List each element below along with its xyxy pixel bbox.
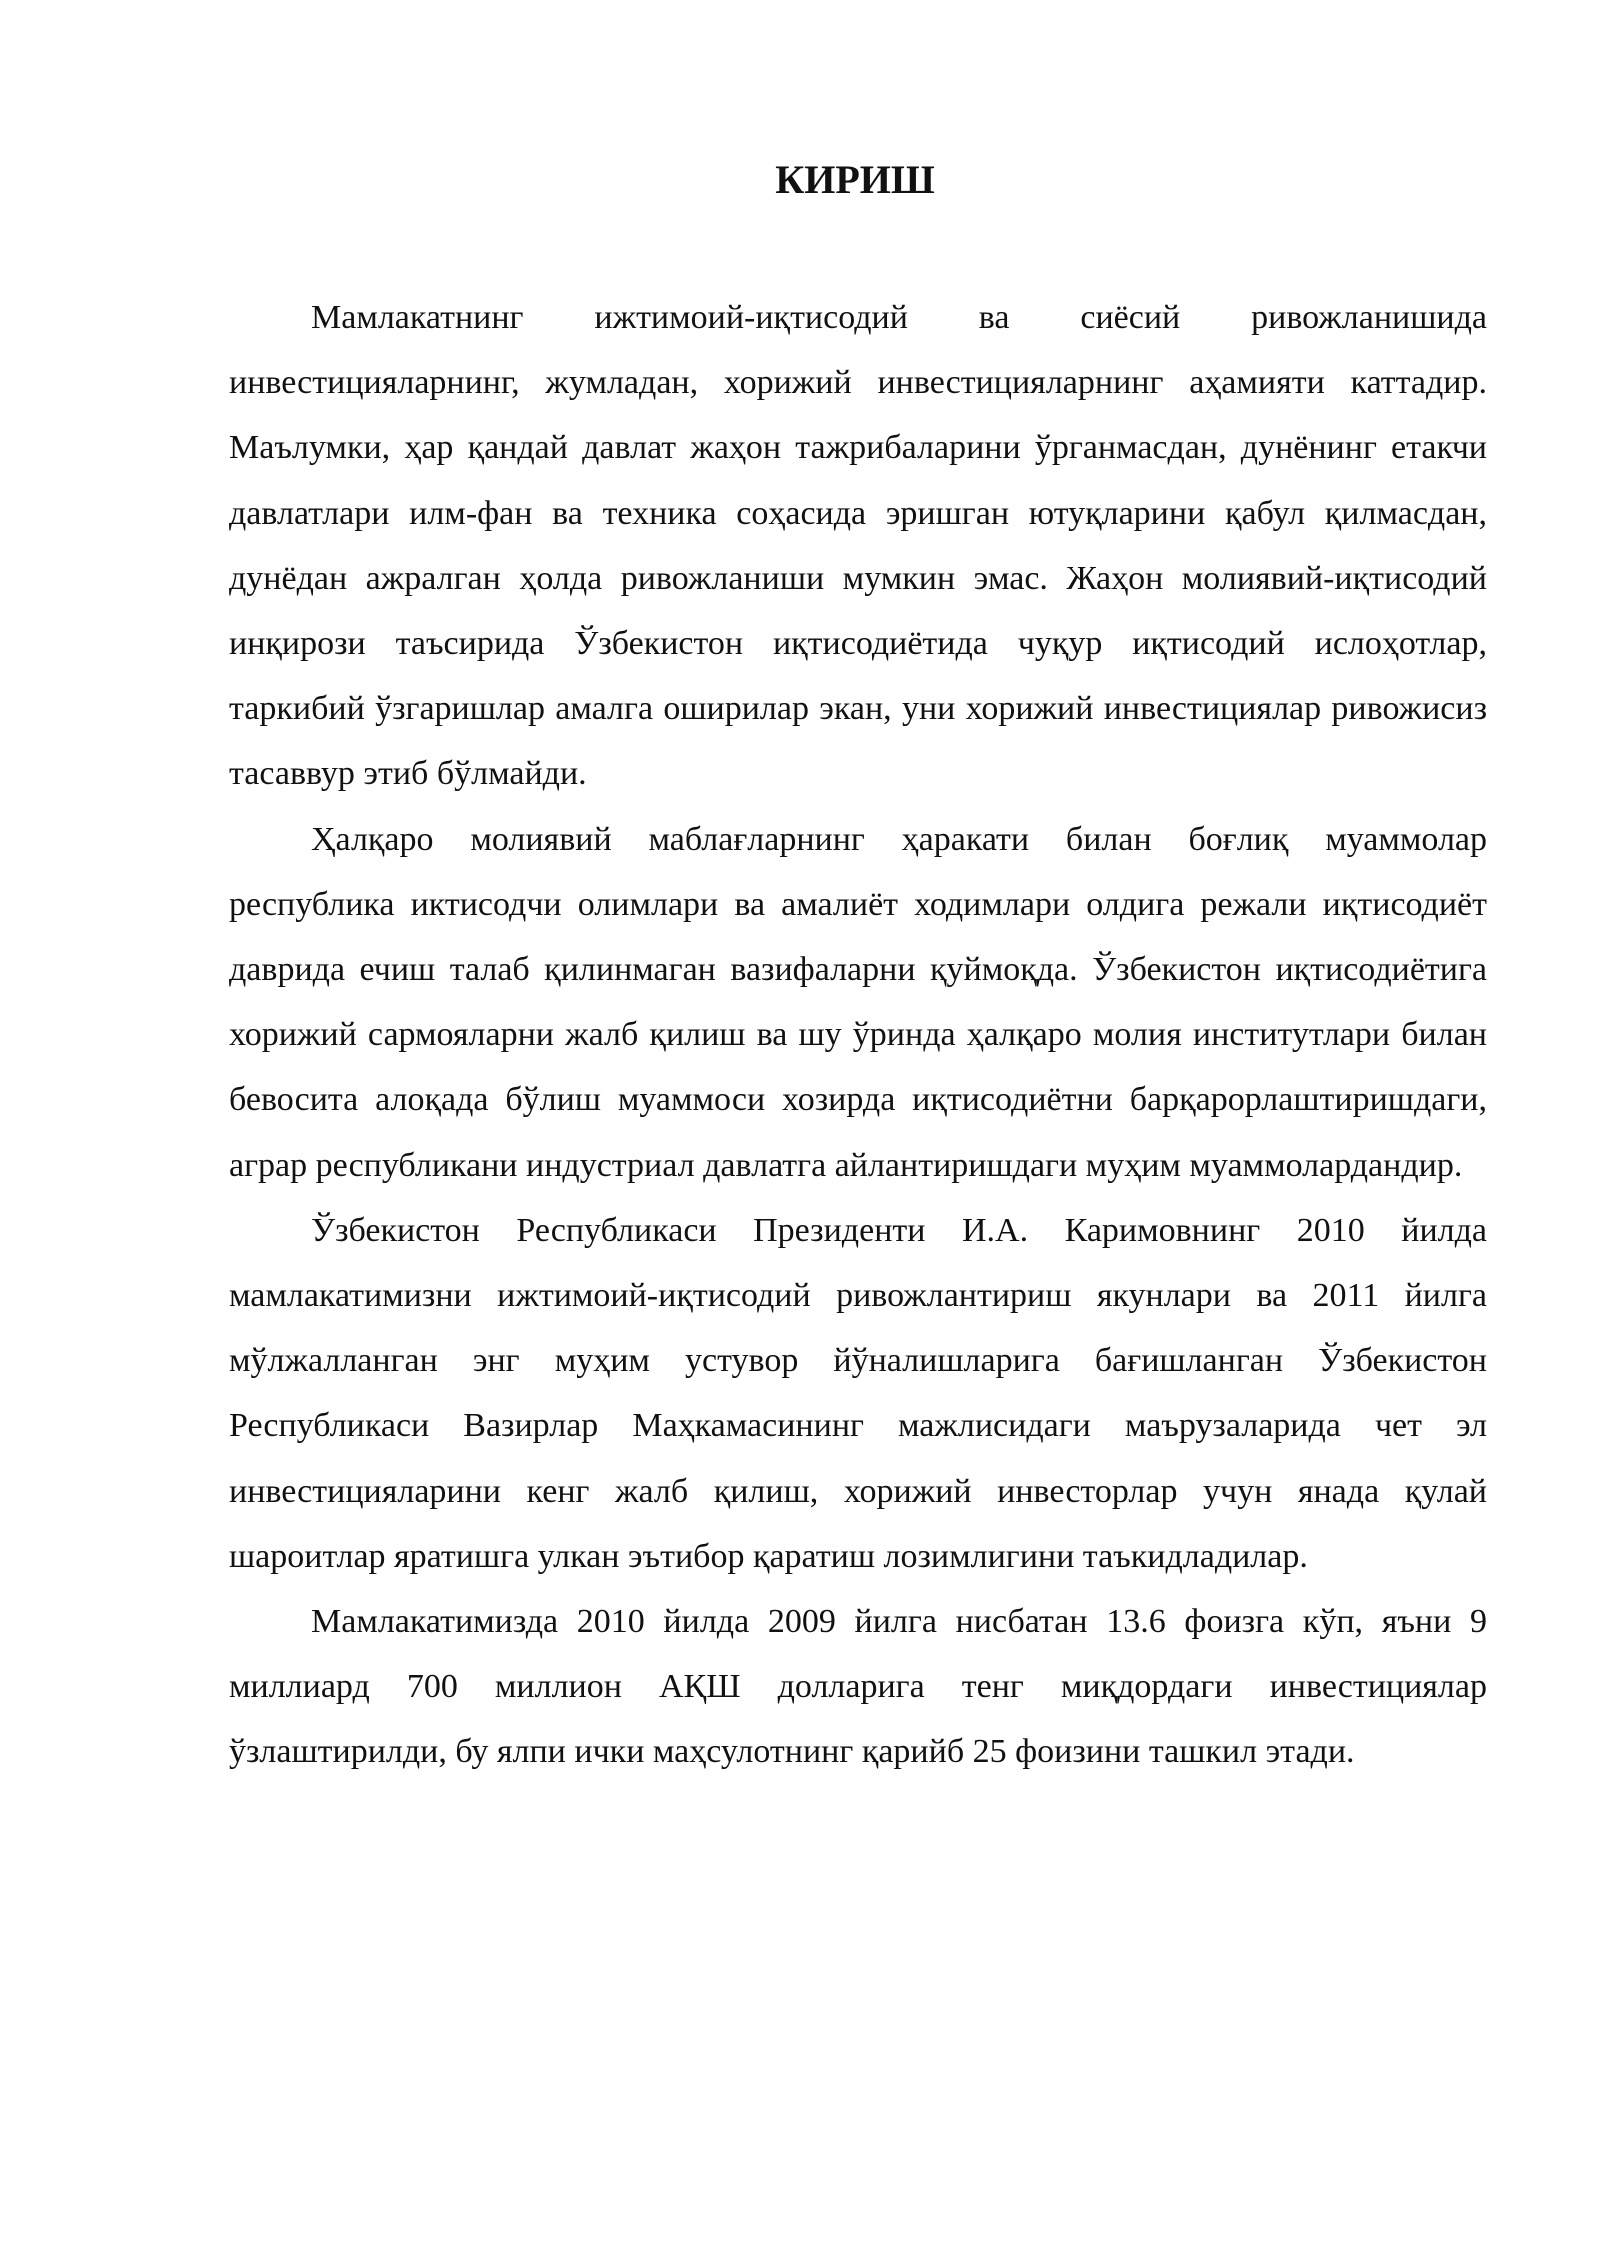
paragraph-3: Ўзбекистон Республикаси Президенти И.А. Каримовнинг 2010 йилда мамлакатимизни ижтимоий-иқтисодий ривожлантириш якунлари ва 2011 йилга мўлжалланган энг муҳим устувор йўналишларига бағишланган Ўзбекистон Республикаси Вазирлар Маҳкамасининг мажлисидаги маърузаларида чет эл инвестицияларини кенг жалб қилиш, хорижий инвесторлар учун янада қулай шароитлар яратишга улкан эътибор қаратиш лозимлигини таъкидладилар. (229, 1211, 1487, 1575)
document-body (229, 285, 1487, 1785)
page-title: КИРИШ (775, 157, 935, 202)
paragraph-1: Мамлакатнинг ижтимоий-иқтисодий ва сиёсий ривожланишида инвестицияларнинг, жумладан, хорижий инвестицияларнинг аҳамияти каттадир. Маълумки, ҳар қандай давлат жаҳон тажрибаларини ўрганмасдан, дунёнинг етакчи давлатлари илм-фан ва техника соҳасида эришган ютуқларини қабул қилмасдан, дунёдан ажралган ҳолда ривожланиши мумкин эмас. Жаҳон молиявий-иқтисодий инқирози таъсирида Ўзбекистон иқтисодиётида чуқур иқтисодий ислоҳотлар, таркибий ўзгаришлар амалга оширилар экан, уни хорижий инвестициялар ривожисиз тасаввур этиб бўлмайди. (229, 299, 1487, 793)
paragraph-4: Мамлакатимизда 2010 йилда 2009 йилга нисбатан 13.6 фоизга кўп, яъни 9 миллиард 700 миллион АҚШ долларига тенг миқдордаги инвестициялар ўзлаштирилди, бу ялпи ички маҳсулотнинг қарийб 25 фоизини ташкил этади. (229, 1603, 1487, 1771)
paragraph-2: Ҳалқаро молиявий маблағларнинг ҳаракати билан боғлиқ муаммолар республика иктисодчи олимлари ва амалиёт ходимлари олдига режали иқтисодиёт даврида ечиш талаб қилинмаган вазифаларни қуймоқда. Ўзбекистон иқтисодиётига хорижий сармояларни жалб қилиш ва шу ўринда ҳалқаро молия институтлари билан бевосита алоқада бўлиш муаммоси хозирда иқтисодиётни барқарорлаштиришдаги, аграр республикани индустриал давлатга айлантиришдаги муҳим муаммолардандир. (229, 820, 1487, 1184)
